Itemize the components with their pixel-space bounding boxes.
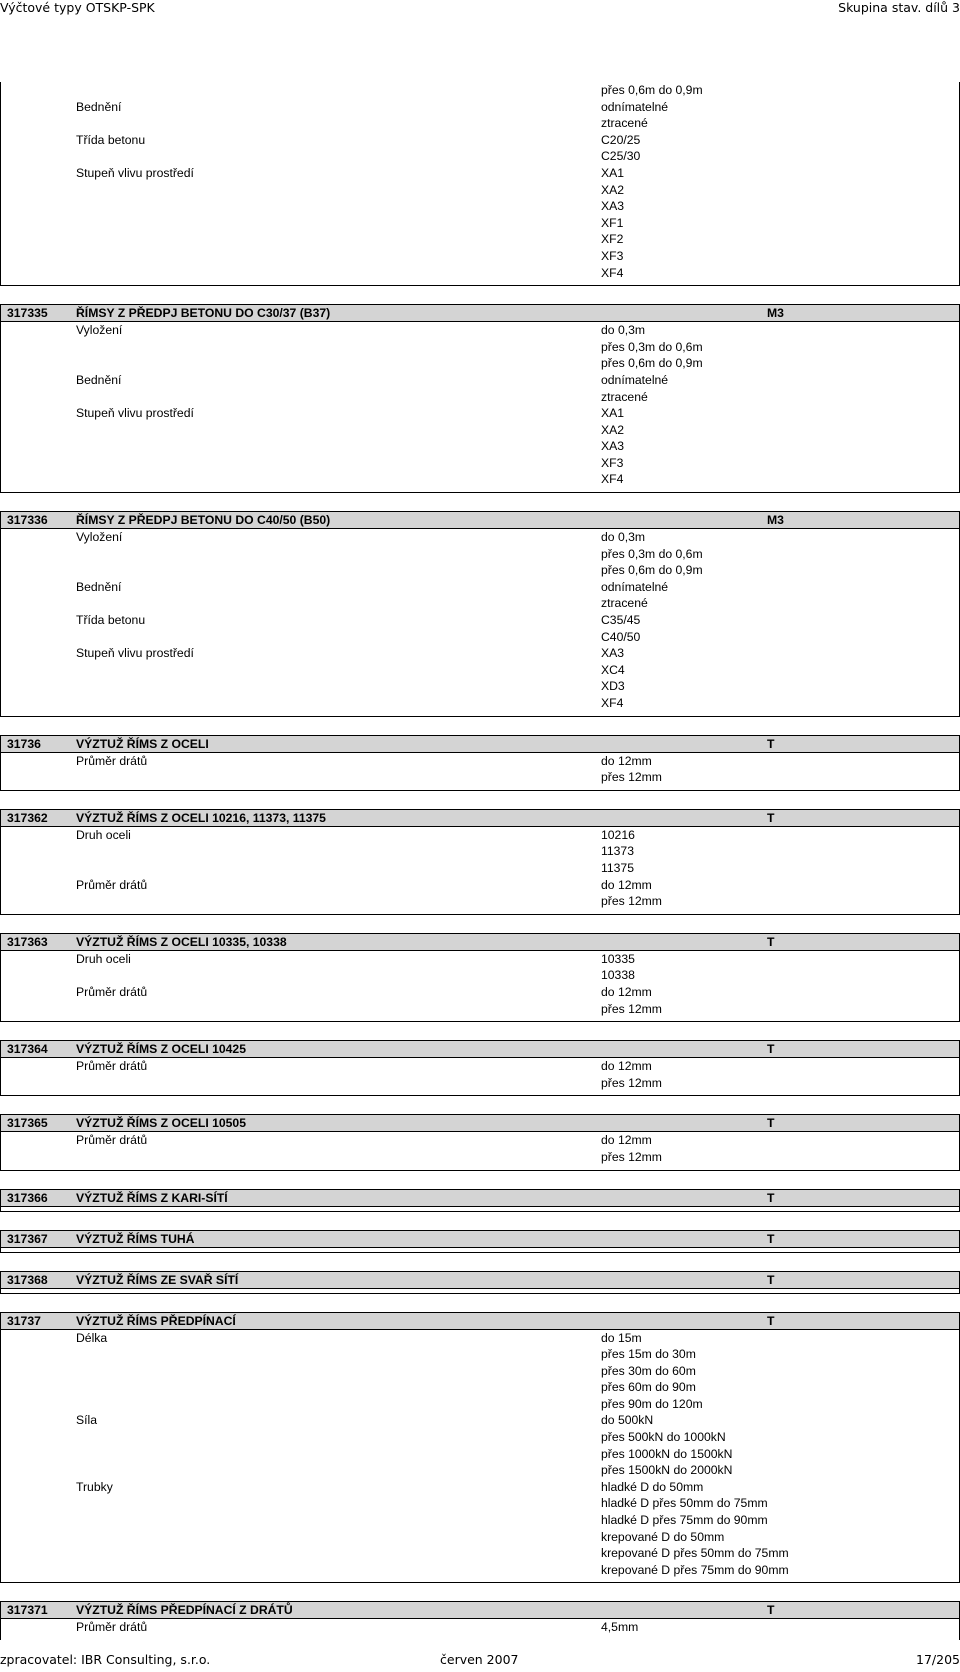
value-row: [1, 843, 959, 860]
item-section: [0, 82, 960, 286]
parameter-label: Stupeň vlivu prostředí: [76, 165, 194, 180]
item-title-bar: [1, 1115, 959, 1132]
parameter-value: přes 12mm: [601, 1001, 662, 1016]
item-unit: T: [767, 736, 775, 751]
parameter-value: C20/25: [601, 132, 641, 147]
parameter-label: Průměr drátů: [76, 753, 148, 768]
enumeration-table: [0, 82, 960, 1658]
parameter-value: krepované D přes 50mm do 75mm: [601, 1546, 789, 1561]
value-row: [1, 1529, 959, 1546]
parameter-value: přes 60m do 90m: [601, 1380, 696, 1395]
item-unit: T: [767, 1272, 775, 1287]
value-row: [1, 455, 959, 472]
parameter-value: XA2: [601, 422, 625, 437]
item-name: VÝZTUŽ ŘÍMS PŘEDPÍNACÍ: [76, 1313, 236, 1328]
item-unit: T: [767, 1116, 775, 1131]
parameter-value: XA3: [601, 646, 625, 661]
value-row: [1, 438, 959, 455]
parameter-value: přes 0,3m do 0,6m: [601, 546, 703, 561]
item-name: VÝZTUŽ ŘÍMS Z KARI-SÍTÍ: [76, 1190, 228, 1205]
value-row: [1, 1379, 959, 1396]
parameter-value: XF4: [601, 472, 624, 487]
parameter-value: ztracené: [601, 596, 648, 611]
parameter-label: Bednění: [76, 99, 122, 114]
item-section: [0, 1230, 960, 1253]
item-unit: M3: [767, 306, 784, 321]
item-name: VÝZTUŽ ŘÍMS ZE SVAŘ SÍTÍ: [76, 1272, 239, 1287]
parameter-value: XC4: [601, 662, 625, 677]
value-row: [1, 1512, 959, 1529]
item-unit: T: [767, 1231, 775, 1246]
parameter-label: Průměr drátů: [76, 984, 148, 999]
parameter-value: do 500kN: [601, 1413, 654, 1428]
value-row: [1, 132, 959, 149]
parameter-value: C40/50: [601, 629, 641, 644]
item-title-bar: [1, 1602, 959, 1619]
value-row: [1, 355, 959, 372]
item-name: VÝZTUŽ ŘÍMS TUHÁ: [76, 1231, 195, 1246]
parameter-value: XF3: [601, 248, 624, 263]
value-row: [1, 951, 959, 968]
parameter-value: do 12mm: [601, 1133, 652, 1148]
item-code: 31737: [7, 1313, 41, 1328]
parameter-value: hladké D přes 75mm do 90mm: [601, 1513, 768, 1528]
item-section: [0, 1271, 960, 1294]
value-row: [1, 231, 959, 248]
parameter-value: XF3: [601, 455, 624, 470]
parameter-value: přes 12mm: [601, 1149, 662, 1164]
value-row: [1, 1545, 959, 1562]
parameter-value: krepované D do 50mm: [601, 1529, 725, 1544]
value-row: [1, 1446, 959, 1463]
parameter-value: přes 500kN do 1000kN: [601, 1430, 726, 1445]
parameter-value: přes 0,6m do 0,9m: [601, 356, 703, 371]
value-row: [1, 115, 959, 132]
item-section: [0, 511, 960, 717]
item-unit: T: [767, 810, 775, 825]
parameter-label: Třída betonu: [76, 613, 146, 628]
value-row: [1, 1495, 959, 1512]
item-title-bar: [1, 736, 959, 753]
value-row: [1, 265, 959, 282]
value-row: [1, 695, 959, 712]
item-section: [0, 1601, 960, 1640]
value-row: [1, 1346, 959, 1363]
item-section: [0, 1312, 960, 1584]
parameter-value: XA3: [601, 199, 625, 214]
parameter-value: přes 12mm: [601, 1075, 662, 1090]
value-row: [1, 1058, 959, 1075]
value-row: [1, 1396, 959, 1413]
item-name: VÝZTUŽ ŘÍMS Z OCELI 10505: [76, 1116, 246, 1131]
parameter-value: přes 12mm: [601, 770, 662, 785]
value-row: [1, 827, 959, 844]
item-title-bar: [1, 810, 959, 827]
parameter-value: 10335: [601, 951, 635, 966]
item-name: VÝZTUŽ ŘÍMS Z OCELI: [76, 736, 209, 751]
item-name: VÝZTUŽ ŘÍMS Z OCELI 10216, 11373, 11375: [76, 810, 326, 825]
parameter-value: do 15m: [601, 1330, 642, 1345]
value-row: [1, 1075, 959, 1092]
parameter-value: ztracené: [601, 116, 648, 131]
value-row: [1, 422, 959, 439]
parameter-value: XA3: [601, 439, 625, 454]
parameter-value: přes 0,6m do 0,9m: [601, 83, 703, 97]
parameter-label: Třída betonu: [76, 132, 146, 147]
item-section: [0, 933, 960, 1022]
parameter-value: C25/30: [601, 149, 641, 164]
parameter-label: Stupeň vlivu prostředí: [76, 406, 194, 421]
item-code: 317335: [7, 306, 48, 321]
parameter-value: do 12mm: [601, 984, 652, 999]
value-row: [1, 769, 959, 786]
item-code: 317362: [7, 810, 48, 825]
item-title-bar: [1, 305, 959, 322]
parameter-value: přes 12mm: [601, 894, 662, 909]
item-code: 31736: [7, 736, 41, 751]
item-section: [0, 809, 960, 915]
item-section: [0, 735, 960, 791]
item-title-bar: [1, 1272, 959, 1289]
footer-author: zpracovatel: IBR Consulting, s.r.o.: [0, 1652, 211, 1667]
parameter-value: hladké D přes 50mm do 75mm: [601, 1496, 768, 1511]
parameter-value: XF4: [601, 265, 624, 280]
parameter-value: XA2: [601, 182, 625, 197]
value-row: [1, 546, 959, 563]
parameter-value: XF1: [601, 215, 624, 230]
parameter-value: odnímatelné: [601, 579, 669, 594]
value-row: [1, 645, 959, 662]
parameter-label: Vyložení: [76, 530, 123, 545]
value-row: [1, 372, 959, 389]
parameter-value: do 12mm: [601, 1059, 652, 1074]
value-row: [1, 165, 959, 182]
item-section: [0, 304, 960, 493]
page-header: [0, 0, 960, 20]
header-group: Skupina stav. dílů 3: [838, 0, 960, 15]
item-name: VÝZTUŽ ŘÍMS Z OCELI 10335, 10338: [76, 934, 287, 949]
item-section: [0, 1114, 960, 1170]
parameter-value: přes 15m do 30m: [601, 1347, 696, 1362]
value-row: [1, 877, 959, 894]
item-unit: T: [767, 1603, 775, 1618]
parameter-value: odnímatelné: [601, 99, 669, 114]
value-row: [1, 198, 959, 215]
value-row: [1, 182, 959, 199]
value-row: [1, 984, 959, 1001]
parameter-value: 10338: [601, 968, 635, 983]
value-row: [1, 1462, 959, 1479]
parameter-value: přes 1500kN do 2000kN: [601, 1463, 733, 1478]
item-title-bar: [1, 1231, 959, 1248]
value-row: [1, 1562, 959, 1579]
value-row: [1, 678, 959, 695]
parameter-value: odnímatelné: [601, 372, 669, 387]
parameter-label: Druh oceli: [76, 827, 131, 842]
value-row: [1, 1132, 959, 1149]
parameter-value: C35/45: [601, 613, 641, 628]
value-row: [1, 82, 959, 99]
parameter-value: XD3: [601, 679, 625, 694]
parameter-label: Druh oceli: [76, 951, 131, 966]
item-code: 317368: [7, 1272, 48, 1287]
value-row: [1, 579, 959, 596]
parameter-label: Délka: [76, 1330, 108, 1345]
parameter-label: Průměr drátů: [76, 1620, 148, 1635]
value-row: [1, 339, 959, 356]
value-row: [1, 471, 959, 488]
parameter-value: ztracené: [601, 389, 648, 404]
item-code: 317336: [7, 513, 48, 528]
item-code: 317367: [7, 1231, 48, 1246]
parameter-label: Bednění: [76, 372, 122, 387]
value-row: [1, 1330, 959, 1347]
value-row: [1, 595, 959, 612]
value-row: [1, 1412, 959, 1429]
value-row: [1, 860, 959, 877]
value-row: [1, 562, 959, 579]
value-row: [1, 99, 959, 116]
value-row: [1, 148, 959, 165]
item-code: 317366: [7, 1190, 48, 1205]
parameter-value: 4,5mm: [601, 1620, 639, 1635]
parameter-value: do 0,3m: [601, 530, 646, 545]
value-row: [1, 1363, 959, 1380]
parameter-label: Průměr drátů: [76, 877, 148, 892]
value-row: [1, 1001, 959, 1018]
value-row: [1, 405, 959, 422]
value-row: [1, 322, 959, 339]
item-title-bar: [1, 934, 959, 951]
parameter-label: Průměr drátů: [76, 1059, 148, 1074]
parameter-value: XF4: [601, 696, 624, 710]
item-title-bar: [1, 1041, 959, 1058]
value-row: [1, 529, 959, 546]
item-code: 317363: [7, 934, 48, 949]
value-row: [1, 1479, 959, 1496]
parameter-value: do 12mm: [601, 753, 652, 768]
parameter-value: XA1: [601, 406, 625, 421]
value-row: [1, 662, 959, 679]
parameter-value: hladké D do 50mm: [601, 1479, 704, 1494]
item-title-bar: [1, 512, 959, 529]
footer-page-number: 17/205: [916, 1652, 960, 1667]
parameter-label: Vyložení: [76, 323, 123, 338]
value-row: [1, 248, 959, 265]
parameter-label: Průměr drátů: [76, 1133, 148, 1148]
item-code: 317364: [7, 1042, 48, 1057]
value-row: [1, 612, 959, 629]
value-row: [1, 215, 959, 232]
item-code: 317371: [7, 1603, 48, 1618]
value-row: [1, 1429, 959, 1446]
parameter-value: přes 1000kN do 1500kN: [601, 1446, 733, 1461]
item-title-bar: [1, 1313, 959, 1330]
parameter-label: Bednění: [76, 579, 122, 594]
item-unit: M3: [767, 513, 784, 528]
value-row: [1, 967, 959, 984]
item-unit: T: [767, 1313, 775, 1328]
footer-date: červen 2007: [440, 1652, 519, 1667]
parameter-value: XF2: [601, 232, 624, 247]
parameter-value: přes 30m do 60m: [601, 1363, 696, 1378]
header-title: Výčtové typy OTSKP-SPK: [0, 0, 155, 15]
parameter-value: krepované D přes 75mm do 90mm: [601, 1562, 789, 1577]
item-name: ŘÍMSY Z PŘEDPJ BETONU DO C30/37 (B37): [76, 306, 331, 321]
item-title-bar: [1, 1190, 959, 1207]
value-row: [1, 629, 959, 646]
value-row: [1, 1619, 959, 1636]
parameter-value: 11375: [601, 860, 634, 875]
parameter-label: Síla: [76, 1413, 98, 1428]
item-name: VÝZTUŽ ŘÍMS Z OCELI 10425: [76, 1042, 246, 1057]
page-footer: [0, 1652, 960, 1672]
parameter-value: přes 0,3m do 0,6m: [601, 339, 703, 354]
item-name: VÝZTUŽ ŘÍMS PŘEDPÍNACÍ Z DRÁTŮ: [76, 1603, 293, 1618]
item-unit: T: [767, 1190, 775, 1205]
parameter-label: Trubky: [76, 1479, 113, 1494]
parameter-value: 11373: [601, 844, 634, 859]
value-row: [1, 389, 959, 406]
item-section: [0, 1040, 960, 1096]
parameter-value: přes 90m do 120m: [601, 1396, 703, 1411]
parameter-value: do 0,3m: [601, 323, 646, 338]
parameter-label: Stupeň vlivu prostředí: [76, 646, 194, 661]
parameter-value: 10216: [601, 827, 635, 842]
item-section: [0, 1189, 960, 1212]
value-row: [1, 1149, 959, 1166]
value-row: [1, 893, 959, 910]
parameter-value: přes 0,6m do 0,9m: [601, 563, 703, 578]
item-unit: T: [767, 1042, 775, 1057]
parameter-value: XA1: [601, 165, 625, 180]
item-unit: T: [767, 934, 775, 949]
value-row: [1, 753, 959, 770]
item-code: 317365: [7, 1116, 48, 1131]
item-name: ŘÍMSY Z PŘEDPJ BETONU DO C40/50 (B50): [76, 513, 331, 528]
parameter-value: do 12mm: [601, 877, 652, 892]
